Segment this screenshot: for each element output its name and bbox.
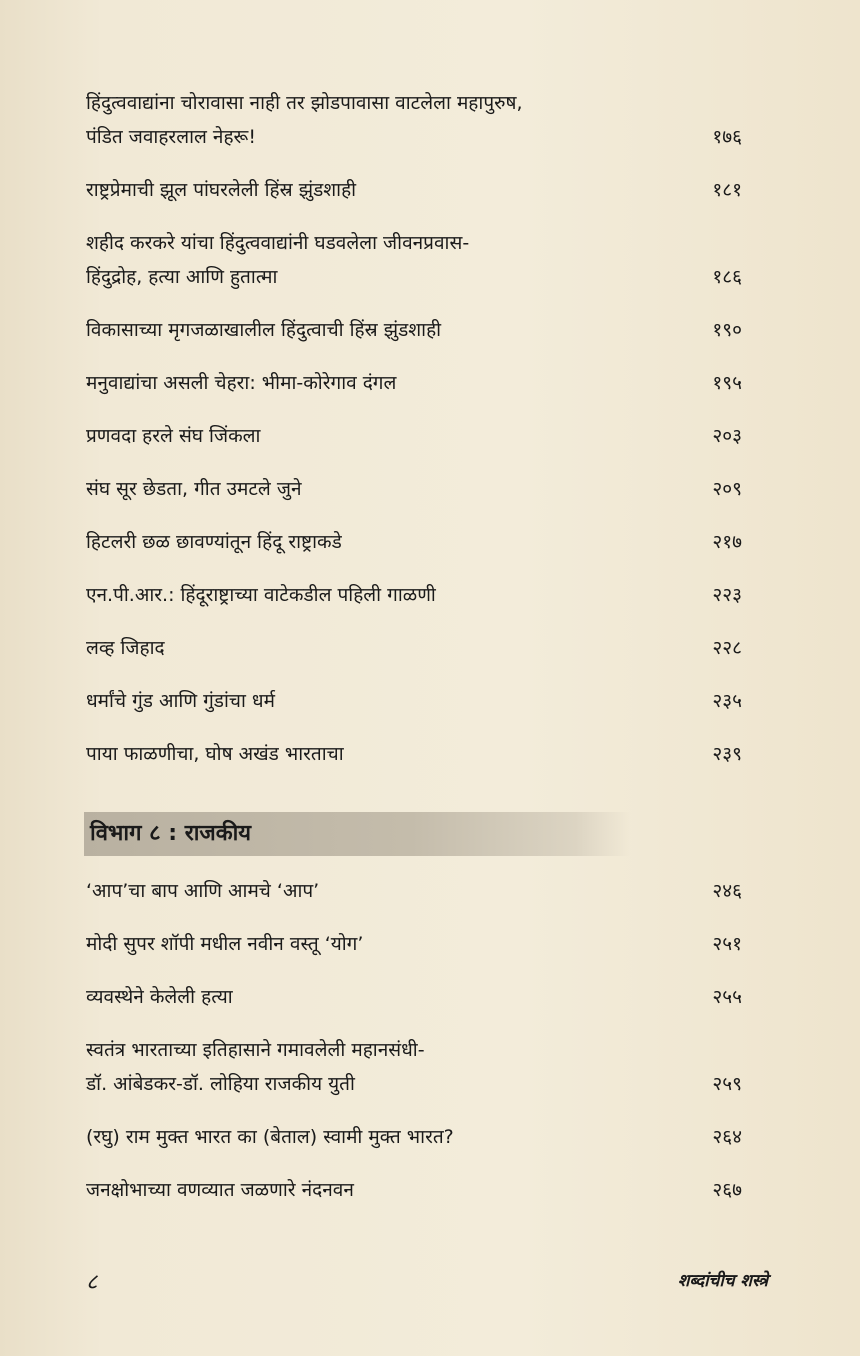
toc-entry-title: धर्मांचे गुंड आणि गुंडांचा धर्म <box>86 690 275 712</box>
toc-entry <box>86 1033 742 1101</box>
toc-entry-title: हिंदुत्ववाद्यांना चोरावासा नाही तर झोडपावासा वाटलेला महापुरुष, <box>86 92 523 114</box>
toc-entry <box>86 313 742 347</box>
toc-entry-title: हिंदुद्रोह, हत्या आणि हुतात्मा <box>86 266 278 288</box>
toc-entry <box>86 419 742 453</box>
toc-entry-title: मोदी सुपर शॉपी मधील नवीन वस्तू ‘योग’ <box>86 933 364 955</box>
toc-entry-page: २३५ <box>712 690 742 712</box>
toc-entry-page: २०९ <box>712 478 742 500</box>
toc-entry-page: २४६ <box>712 880 742 902</box>
toc-entry <box>86 472 742 506</box>
toc-entry-page: १८६ <box>712 266 742 288</box>
toc-entry <box>86 980 742 1014</box>
toc-entry-title: संघ सूर छेडता, गीत उमटले जुने <box>86 478 302 500</box>
toc-entry-title: जनक्षोभाच्या वणव्यात जळणारे नंदनवन <box>86 1179 354 1201</box>
toc-entry-title: एन.पी.आर.: हिंदूराष्ट्राच्या वाटेकडील पहिली गाळणी <box>86 584 436 606</box>
toc-entry-title: राष्ट्रप्रेमाची झूल पांघरलेली हिंस्र झुंडशाही <box>86 179 357 201</box>
toc-entry-page: १९० <box>712 319 742 341</box>
toc-entry <box>86 226 742 294</box>
toc-entry <box>86 631 742 665</box>
toc-entry <box>86 1120 742 1154</box>
toc-entry <box>86 684 742 718</box>
toc-entry-page: १८१ <box>712 179 742 201</box>
toc-entry-page: २१७ <box>712 531 742 553</box>
toc-entry-title: लव्ह जिहाद <box>86 637 165 659</box>
toc-entry <box>86 173 742 207</box>
toc-entry-title: पंडित जवाहरलाल नेहरू! <box>86 126 256 148</box>
toc-entry <box>86 737 742 771</box>
toc-entry-page: २५५ <box>712 986 742 1008</box>
toc-entry-page: २६४ <box>712 1126 742 1148</box>
toc-entry-title: (रघु) राम मुक्त भारत का (बेताल) स्वामी मुक्त भारत? <box>86 1126 454 1148</box>
table-of-contents <box>86 86 742 790</box>
toc-entry-page: १७६ <box>712 126 742 148</box>
toc-entry-page: २०३ <box>712 425 742 447</box>
toc-entry-title: शहीद करकरे यांचा हिंदुत्ववाद्यांनी घडवलेला जीवनप्रवास- <box>86 232 470 254</box>
toc-entry-title: प्रणवदा हरले संघ जिंकला <box>86 425 261 447</box>
toc-entry <box>86 927 742 961</box>
toc-entry-page: २६७ <box>712 1179 742 1201</box>
toc-entry-page: २३९ <box>712 743 742 765</box>
toc-entry-title: स्वतंत्र भारताच्या इतिहासाने गमावलेली महानसंधी- <box>86 1039 425 1061</box>
toc-entry <box>86 578 742 612</box>
toc-entry-page: १९५ <box>712 372 742 394</box>
toc-entry-title: पाया फाळणीचा, घोष अखंड भारताचा <box>86 743 344 765</box>
running-footer-title: शब्दांचीच शस्त्रे <box>677 1271 768 1291</box>
section-header <box>84 812 630 856</box>
toc-entry-title: व्यवस्थेने केलेली हत्या <box>86 986 233 1008</box>
toc-entry-title: हिटलरी छळ छावण्यांतून हिंदू राष्ट्राकडे <box>86 531 342 553</box>
toc-entry <box>86 86 742 154</box>
toc-entry-title: डॉ. आंबेडकर-डॉ. लोहिया राजकीय युती <box>86 1073 355 1095</box>
toc-entry <box>86 1173 742 1207</box>
toc-entry-page: २२८ <box>712 637 742 659</box>
toc-entry <box>86 874 742 908</box>
toc-entry-title: ‘आप’चा बाप आणि आमचे ‘आप’ <box>86 880 320 902</box>
toc-entry-title: मनुवाद्यांचा असली चेहरा: भीमा-कोरेगाव दंगल <box>86 372 397 394</box>
toc-entry-page: २५९ <box>712 1073 742 1095</box>
toc-entry <box>86 525 742 559</box>
toc-entry <box>86 366 742 400</box>
toc-entry-page: २२३ <box>712 584 742 606</box>
table-of-contents-section-8 <box>86 874 742 1226</box>
toc-entry-title: विकासाच्या मृगजळाखालील हिंदुत्वाची हिंस्र झुंडशाही <box>86 319 442 341</box>
section-title: विभाग ८ : राजकीय <box>90 821 252 846</box>
toc-entry-page: २५१ <box>712 933 742 955</box>
page-number: ८ <box>86 1270 98 1295</box>
